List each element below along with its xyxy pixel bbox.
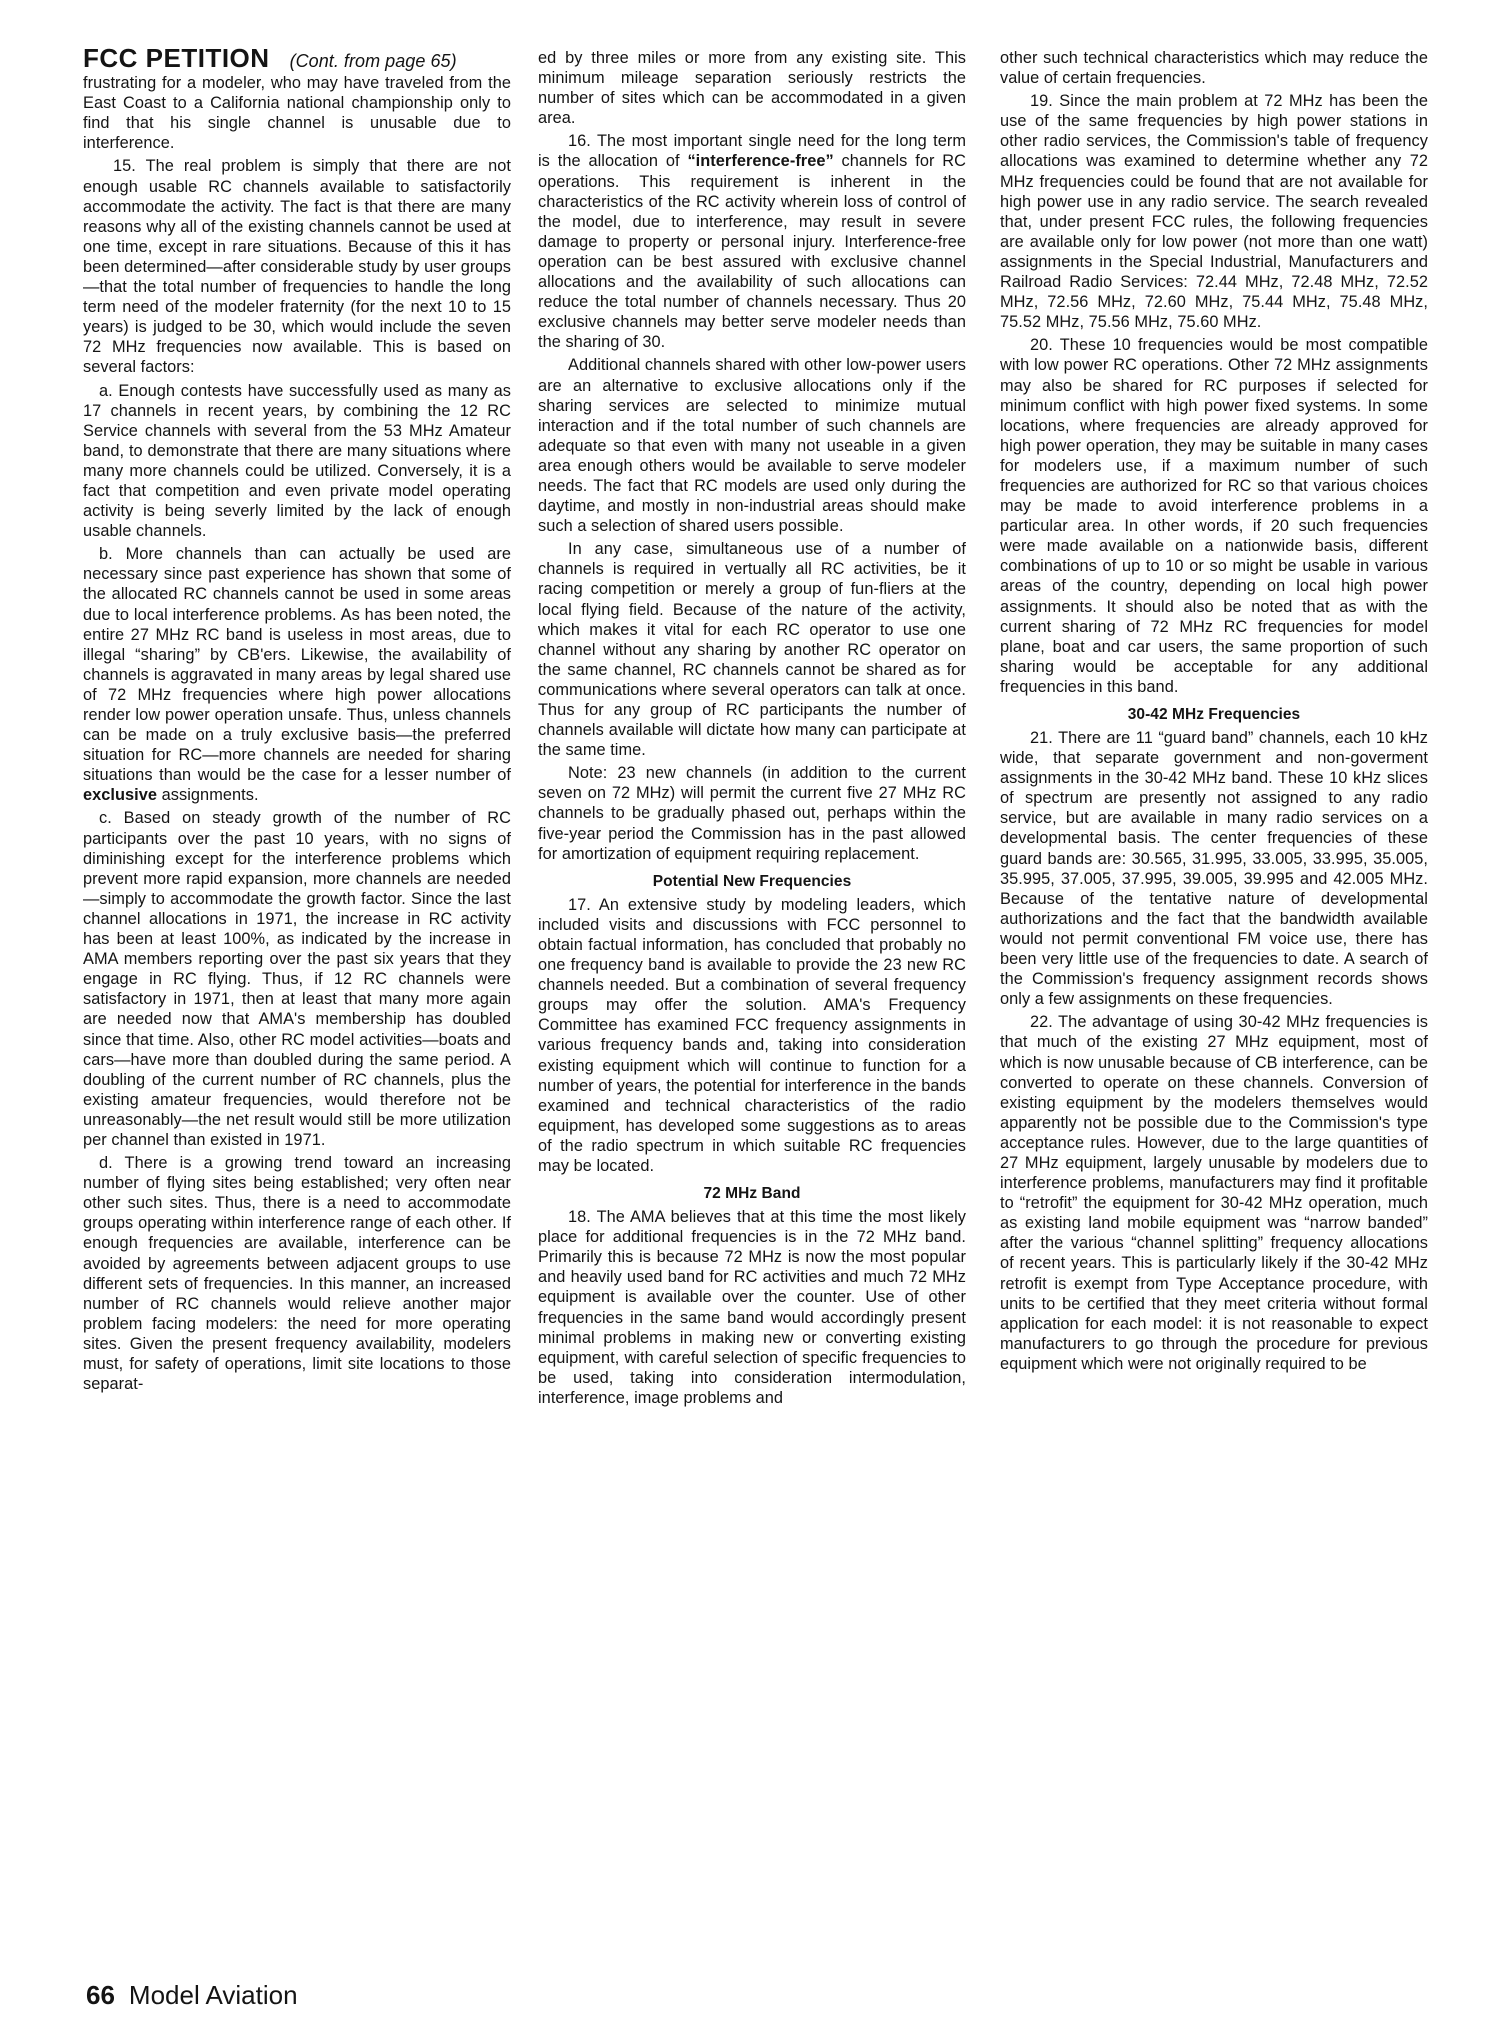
paragraph-15d: d. There is a growing trend toward an increasing number of flying sites being established; very often near other such sites. Thus, there is a need to accommodate groups operating within interference range of each other. If enough frequencies are available, interference can be avoided by agreements between adjacent groups to use different sets of frequencies. In this manner, an increased number of RC channels would relieve another major problem facing modelers: the need for more operating sites. Given the present frequency availability, modelers must, for safety of operations, limit site locations to those separat- (83, 1154, 511, 1394)
column-3 (1000, 48, 1428, 1377)
column-2 (538, 48, 966, 1411)
text-run: b. More channels than can actually be used are necessary since past experience has shown that some of the allocated RC channels cannot be used in some areas due to local interference problems. As has been noted, the entire 27 MHz RC band is useless in most areas, due to illegal “sharing” by CB'ers. Likewise, the availability of channels is aggravated in many areas by legal shared use of 72 MHz frequencies where high power allocations render low power operation unsafe. Thus, unless channels can be made on a truly exclusive basis—the preferred situation for RC—more channels are needed for sharing situations than would be the case for a lesser number of (83, 545, 511, 785)
article-heading (83, 43, 511, 73)
subheading-30-42-mhz: 30-42 MHz Frequencies (1127, 706, 1301, 723)
paragraph-20: 20. These 10 frequencies would be most compatible with low power RC operations. Other 72 MHz assignments may also be shared for RC purposes if selected for minimum conflict with high power fixed systems. In some locations, where frequencies are already approved for high power operation, they may be suitable in many cases for modelers use, if a maximum number of such frequencies are authorized for RC so that various choices may be made to avoid interference problems in a particular area. In other words, if 20 such frequencies were made available on a nationwide basis, different combinations of up to 10 or so might be usable in various areas of the country, depending on local high power assignments. It should also be noted that as with the current sharing of 72 MHz RC frequencies for model plane, boat and car users, the same proportion of such sharing would be acceptable for any additional frequencies in this band. (1000, 336, 1428, 696)
text-run: 16. The most important single need for the long term is the allocation of (538, 132, 966, 171)
article-title: FCC PETITION (83, 43, 270, 73)
paragraph: frustrating for a modeler, who may have traveled from the East Coast to a California national championship only to find that his single channel is unusable due to interference. (83, 74, 511, 153)
paragraph-15b (83, 544, 511, 805)
page-number: 66 (86, 1980, 115, 2010)
text-run: assignments. (157, 786, 259, 805)
paragraph: In any case, simultaneous use of a number of channels is required in vertually all RC activities, be it racing competition or merely a group of fun-fliers at the local flying field. Because of the nature of the activity, which makes it vital for each RC operator to use one channel without any sharing by another RC operator on the same channel, RC channels cannot be shared as for communications where several operators can talk at once. Thus for any group of RC participants the number of channels available will dictate how many can participate at the same time. (538, 540, 966, 760)
continuation-note: (Cont. from page 65) (289, 51, 457, 71)
paragraph-15: 15. The real problem is simply that there are not enough usable RC channels available to satisfactorily accommodate the activity. The fact is that there are many reasons why all of the existing channels cannot be used at one time, except in rare situations. Because of this it has been determined—after considerable study by user groups—that the total number of frequencies to handle the long term need of the modeler fraternity (for the next 10 to 15 years) is judged to be 30, which would include the seven 72 MHz frequencies now available. This is based on several factors: (83, 157, 511, 377)
paragraph: Additional channels shared with other low-power users are an alternative to exclusive allocations only if the sharing services are selected to minimize mutual interaction and if the total number of such channels are adequate so that even with many not useable in a given area enough others would be available to serve modeler needs. The fact that RC models are used only during the daytime, and mostly in non-industrial areas should make such a selection of shared users possible. (538, 356, 966, 536)
paragraph: other such technical characteristics which may reduce the value of certain frequencies. (1000, 49, 1428, 88)
note-paragraph: Note: 23 new channels (in addition to the current seven on 72 MHz) will permit the current five 27 MHz RC channels to be gradually phased out, perhaps within the five-year period the Commission has in the past allowed for amortization of equipment requiring replacement. (538, 764, 966, 863)
paragraph-19: 19. Since the main problem at 72 MHz has been the use of the same frequencies by high power stations in other radio services, the Commission's table of frequency allocations was examined to determine whether any 72 MHz frequencies could be found that are not available for high power use in any radio service. The search revealed that, under present FCC rules, the following frequencies are available only for low power (not more than one watt) assignments in the Special Industrial, Manufacturers and Railroad Radio Services: 72.44 MHz, 72.48 MHz, 72.52 MHz, 72.56 MHz, 72.60 MHz, 75.44 MHz, 75.48 MHz, 75.52 MHz, 75.56 MHz, 75.60 MHz. (1000, 92, 1428, 332)
paragraph-15a: a. Enough contests have successfully used as many as 17 channels in recent years, by combining the 12 RC Service channels with several from the 53 MHz Amateur band, to demonstrate that there are many situations where many more channels could be utilized. Conversely, it is a fact that competition and even private model operating activity is being severly limited by the lack of enough usable channels. (83, 381, 511, 541)
magazine-name: Model Aviation (128, 1980, 298, 2010)
paragraph-16 (538, 131, 966, 352)
emphasis-interference-free: “interference-free” (687, 152, 834, 171)
paragraph-21: 21. There are 11 “guard band” channels, each 10 kHz wide, that separate government and non-goverment assignments in the 30-42 MHz band. These 10 kHz slices of spectrum are presently not assigned to any radio service, but are available in many radio services on a developmental basis. The center frequencies of these guard bands are: 30.565, 31.995, 33.005, 33.995, 35.005, 35.995, 37.005, 37.995, 39.005, 39.995 and 42.005 MHz. Because of the tentative nature of developmental authorizations and the fact that the bandwidth available would not permit conventional FM voice use, there has been very little use of the frequencies to date. A search of the Commission's frequency assignment records shows only a few assignments on these frequencies. (1000, 729, 1428, 1009)
text-run: channels for RC operations. This requirement is inherent in the characteristics of the RC activity wherein loss of control of the model, due to interference, may result in severe damage to property or personal injury. Interference-free operation can be best assured with exclusive channel allocations and the availability of such allocations can reduce the total number of channels necessary. Thus 20 exclusive channels may better serve modeler needs than the sharing of 30. (538, 152, 966, 352)
column-1 (83, 43, 511, 1397)
emphasis-exclusive: exclusive (83, 786, 158, 805)
paragraph-17: 17. An extensive study by modeling leaders, which included visits and discussions with FCC personnel to obtain factual information, has concluded that probably no one frequency band is available to provide the 23 new RC channels needed. But a combination of several frequency groups may offer the solution. AMA's Frequency Committee has examined FCC frequency assignments in various frequency bands and, taking into consideration existing equipment which will continue to function for a number of years, the potential for interference in the bands examined and technical characteristics of the radio equipment, has developed some suggestions as to areas of the radio spectrum in which suitable RC frequencies may be located. (538, 895, 966, 1175)
paragraph-22: 22. The advantage of using 30-42 MHz frequencies is that much of the existing 27 MHz equipment, most of which is now unusable because of CB interference, can be converted to operate on these channels. Conversion of existing equipment by the modelers themselves would apparently not be possible due to the Commission's type acceptance rules. However, due to the large quantities of 27 MHz equipment, largely unusable by modelers due to interference problems, manufacturers may find it profitable to “retrofit” the equipment for 30-42 MHz operation, much as existing land mobile equipment was “narrow banded” after the various “channel splitting” frequency allocations of recent years. This is particularly likely if the 30-42 MHz retrofit is exempt from Type Acceptance procedure, with units to be certified that they meet criteria without formal application for each model: it is not reasonable to expect manufacturers to go through the procedure for previous equipment which were not originally required to be (1000, 1013, 1428, 1373)
page-footer (86, 1980, 298, 2011)
paragraph-18: 18. The AMA believes that at this time the most likely place for additional frequencies is in the 72 MHz band. Primarily this is because 72 MHz is now the most popular and heavily used band for RC activities and much 72 MHz equipment is available over the counter. Use of other frequencies in the same band would accordingly present minimal problems in making new or converting existing equipment, with careful selection of specific frequencies to be used, taking into consideration intermodulation, interference, image problems and (538, 1208, 966, 1407)
paragraph-15c: c. Based on steady growth of the number of RC participants over the past 10 years, with no signs of diminishing except for the interference problems which prevent more rapid expansion, more channels are needed—simply to accommodate the growth factor. Since the last channel allocations in 1971, the increase in RC activity has been at least 100%, as indicated by the increase in AMA members reporting over the past six years that they engage in RC flying. Thus, if 12 RC channels were satisfactory in 1971, then at least that many more again are needed now that AMA's membership has doubled since that time. Also, other RC model activities—boats and cars—have more than doubled during the same period. A doubling of the current number of RC channels, plus the existing amateur frequencies, would therefore not be unreasonably—the net result would still be more utilization per channel than existed in 1971. (83, 809, 511, 1149)
subheading-potential-new-frequencies: Potential New Frequencies (652, 872, 852, 890)
paragraph: ed by three miles or more from any existing site. This minimum mileage separation seriously restricts the number of sites which can be accommodated in a given area. (538, 49, 966, 128)
subheading-72-mhz-band: 72 MHz Band (703, 1185, 801, 1203)
